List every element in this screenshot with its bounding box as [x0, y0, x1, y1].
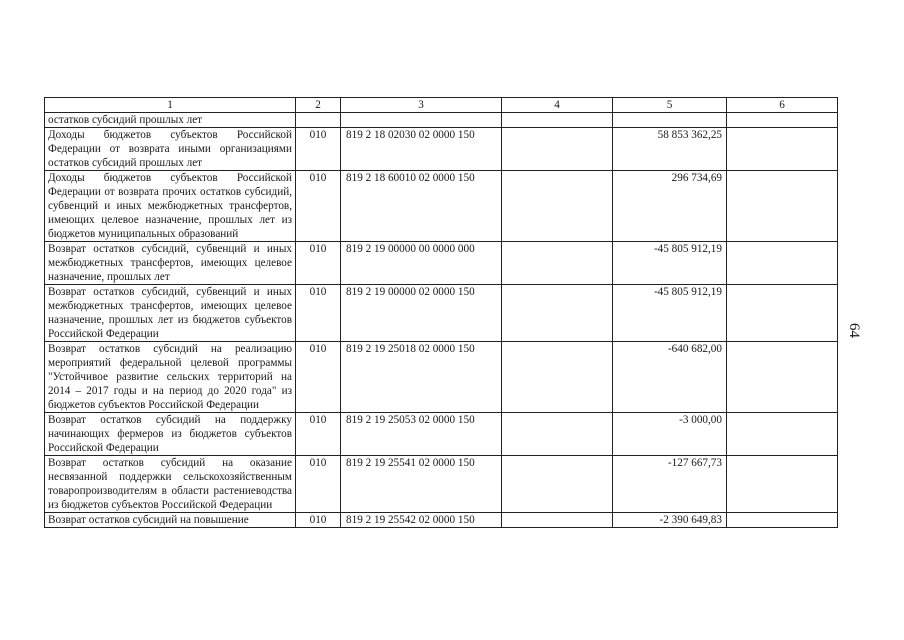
row-col4	[502, 242, 613, 285]
row-description: Возврат остатков субсидий, субвенций и иных межбюджетных трансфертов, имеющих целевое назначение, прошлых лет	[45, 242, 296, 285]
row-col4	[502, 342, 613, 413]
row-col4	[502, 456, 613, 513]
row-col4	[502, 113, 613, 128]
row-col4	[502, 128, 613, 171]
row-code: 010	[296, 128, 341, 171]
table-row	[45, 413, 838, 456]
row-description: Возврат остатков субсидий, субвенций и иных межбюджетных трансфертов, имеющих целевое назначение, прошлых лет из бюджетов субъектов Российской Федерации	[45, 285, 296, 342]
table-row	[45, 285, 838, 342]
row-col4	[502, 413, 613, 456]
row-description: Возврат остатков субсидий на повышение	[45, 513, 296, 528]
budget-table-container	[44, 97, 837, 528]
row-amount: 296 734,69	[613, 171, 727, 242]
table-row	[45, 242, 838, 285]
column-header-4: 4	[502, 98, 613, 113]
row-kbk: 819 2 18 60010 02 0000 150	[341, 171, 502, 242]
row-description: Возврат остатков субсидий на поддержку начинающих фермеров из бюджетов субъектов Российской Федерации	[45, 413, 296, 456]
row-code: 010	[296, 456, 341, 513]
row-description: Доходы бюджетов субъектов Российской Федерации от возврата прочих остатков субсидий, субвенций и иных межбюджетных трансфертов, имеющих целевое назначение, прошлых лет из бюджетов муниципальных образований	[45, 171, 296, 242]
column-header-5: 5	[613, 98, 727, 113]
row-amount: -640 682,00	[613, 342, 727, 413]
table-row	[45, 171, 838, 242]
row-amount: -45 805 912,19	[613, 242, 727, 285]
column-header-2: 2	[296, 98, 341, 113]
row-kbk	[341, 113, 502, 128]
row-kbk: 819 2 19 25018 02 0000 150	[341, 342, 502, 413]
row-description: Возврат остатков субсидий на реализацию мероприятий федеральной целевой программы "Устойчивое развитие сельских территорий на 2014 – 2017 годы и на период до 2020 года" из бюджетов субъектов Российской Федерации	[45, 342, 296, 413]
table-row	[45, 342, 838, 413]
table-row	[45, 128, 838, 171]
row-kbk: 819 2 19 25542 02 0000 150	[341, 513, 502, 528]
row-col4	[502, 513, 613, 528]
row-code: 010	[296, 242, 341, 285]
row-col6	[727, 128, 838, 171]
row-kbk: 819 2 19 00000 00 0000 000	[341, 242, 502, 285]
table-row	[45, 113, 838, 128]
table-row	[45, 456, 838, 513]
row-kbk: 819 2 18 02030 02 0000 150	[341, 128, 502, 171]
row-code: 010	[296, 285, 341, 342]
row-amount: -3 000,00	[613, 413, 727, 456]
row-code: 010	[296, 413, 341, 456]
row-col6	[727, 513, 838, 528]
row-code: 010	[296, 171, 341, 242]
row-kbk: 819 2 19 25541 02 0000 150	[341, 456, 502, 513]
row-kbk: 819 2 19 00000 02 0000 150	[341, 285, 502, 342]
row-description: Возврат остатков субсидий на оказание несвязанной поддержки сельскохозяйственным товаропроизводителям в области растениеводства из бюджетов субъектов Российской Федерации	[45, 456, 296, 513]
row-col4	[502, 171, 613, 242]
row-col6	[727, 285, 838, 342]
row-col6	[727, 342, 838, 413]
row-code	[296, 113, 341, 128]
row-col4	[502, 285, 613, 342]
column-header-3: 3	[341, 98, 502, 113]
column-header-6: 6	[727, 98, 838, 113]
row-description: остатков субсидий прошлых лет	[45, 113, 296, 128]
row-amount	[613, 113, 727, 128]
row-col6	[727, 171, 838, 242]
row-col6	[727, 456, 838, 513]
row-amount: -2 390 649,83	[613, 513, 727, 528]
row-kbk: 819 2 19 25053 02 0000 150	[341, 413, 502, 456]
row-amount: 58 853 362,25	[613, 128, 727, 171]
page-number: 64	[846, 323, 862, 338]
row-col6	[727, 113, 838, 128]
table-header-row	[45, 98, 838, 113]
row-code: 010	[296, 513, 341, 528]
column-header-1: 1	[45, 98, 296, 113]
row-col6	[727, 413, 838, 456]
row-description: Доходы бюджетов субъектов Российской Федерации от возврата иными организациями остатков субсидий прошлых лет	[45, 128, 296, 171]
row-amount: -127 667,73	[613, 456, 727, 513]
table-row	[45, 513, 838, 528]
row-col6	[727, 242, 838, 285]
budget-table	[44, 97, 838, 528]
row-amount: -45 805 912,19	[613, 285, 727, 342]
row-code: 010	[296, 342, 341, 413]
